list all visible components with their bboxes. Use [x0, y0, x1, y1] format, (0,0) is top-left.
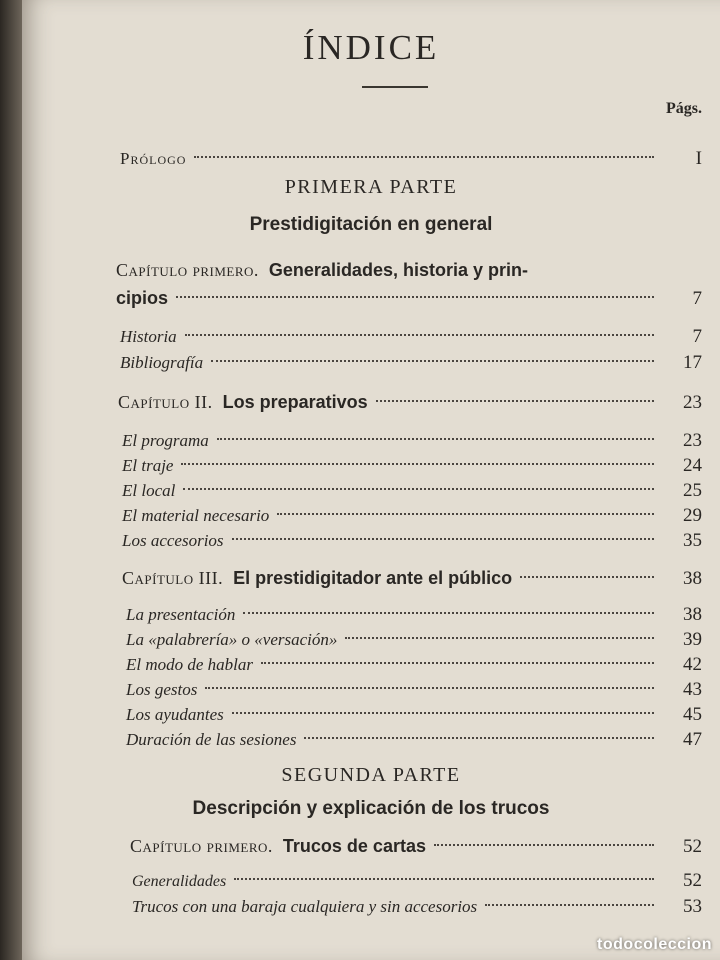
toc-label: Prólogo [120, 149, 187, 168]
toc-entry [122, 430, 702, 456]
toc-chapter-2-1 [130, 836, 702, 862]
chapter-prefix: Capítulo II. [118, 392, 213, 412]
toc-entry [126, 729, 702, 755]
toc-entry [122, 480, 702, 506]
toc-entry-prologo [120, 148, 702, 174]
toc-entry [120, 352, 702, 378]
toc-label: El local [122, 481, 176, 500]
toc-label: Historia [120, 327, 177, 346]
toc-label: Generalidades [132, 873, 227, 890]
toc-page: 24 [683, 455, 702, 476]
toc-label: El modo de hablar [126, 655, 254, 674]
toc-page: 42 [683, 654, 702, 675]
toc-page: 52 [683, 870, 702, 891]
toc-label: Trucos con una baraja cualquiera y sin accesorios [132, 897, 478, 916]
toc-page: 29 [683, 505, 702, 526]
chapter-prefix: Capítulo III. [122, 568, 224, 588]
book-gutter [0, 0, 22, 960]
toc-page: 38 [683, 568, 702, 589]
toc-entry [126, 604, 702, 630]
toc-label: La presentación [126, 605, 236, 624]
toc-page: 38 [683, 604, 702, 625]
toc-entry [120, 326, 702, 352]
toc-label: La «palabrería» o «versación» [126, 630, 338, 649]
part-subtitle-2: Descripción y explicación de los trucos [192, 798, 550, 819]
chapter-title: El prestidigitador ante el público [233, 568, 513, 588]
toc-page: 47 [683, 729, 702, 750]
toc-entry [126, 679, 702, 705]
leader-dots [194, 156, 654, 158]
toc-entry [126, 629, 702, 655]
chapter-title: Generalidades, historia y prin- [268, 260, 528, 280]
chapter-prefix: Capítulo primero. [116, 260, 259, 280]
toc-page: 43 [683, 679, 702, 700]
toc-entry [122, 455, 702, 481]
leader-dots [176, 296, 654, 298]
toc-page: 17 [683, 352, 702, 373]
toc-entry [126, 704, 702, 730]
chapter-title: Trucos de cartas [282, 836, 426, 856]
toc-entry [126, 654, 702, 680]
part-subtitle-1: Prestidigitación en general [249, 214, 493, 235]
chapter-prefix: Capítulo primero. [130, 836, 273, 856]
toc-page: 35 [683, 530, 702, 551]
toc-page: 25 [683, 480, 702, 501]
toc-page: I [695, 148, 702, 169]
toc-label: Los ayudantes [126, 705, 224, 724]
part-heading-1: PRIMERA PARTE [284, 176, 458, 198]
pages-column-label: Págs. [666, 100, 702, 117]
book-page [22, 0, 720, 960]
toc-page: 23 [683, 430, 702, 451]
toc-chapter-1-3 [122, 568, 702, 594]
toc-page: 7 [692, 326, 702, 347]
toc-entry [122, 505, 702, 531]
toc-page: 53 [683, 896, 702, 917]
title-rule [362, 86, 428, 88]
toc-entry [122, 530, 702, 556]
toc-page: 39 [683, 629, 702, 650]
toc-label: Los gestos [126, 680, 198, 699]
toc-chapter-1-1-cont [116, 288, 702, 314]
toc-label: Duración de las sesiones [126, 730, 297, 749]
toc-page: 45 [683, 704, 702, 725]
toc-label: Bibliografía [120, 353, 204, 372]
toc-page: 23 [683, 392, 702, 413]
toc-label: Los accesorios [122, 531, 224, 550]
chapter-title: Los preparativos [222, 392, 368, 412]
toc-entry [132, 896, 702, 922]
toc-label: El material necesario [122, 506, 270, 525]
toc-chapter-1-2 [118, 392, 702, 418]
toc-entry [132, 870, 702, 896]
toc-label: El programa [122, 431, 209, 450]
toc-label: El traje [122, 456, 174, 475]
chapter-title-cont: cipios [116, 288, 169, 308]
page-title: ÍNDICE [302, 28, 440, 67]
toc-page: 52 [683, 836, 702, 857]
toc-chapter-1-1 [116, 260, 702, 286]
watermark-logo: todocoleccion [597, 936, 712, 953]
toc-page: 7 [692, 288, 702, 309]
part-heading-2: SEGUNDA PARTE [281, 764, 461, 786]
